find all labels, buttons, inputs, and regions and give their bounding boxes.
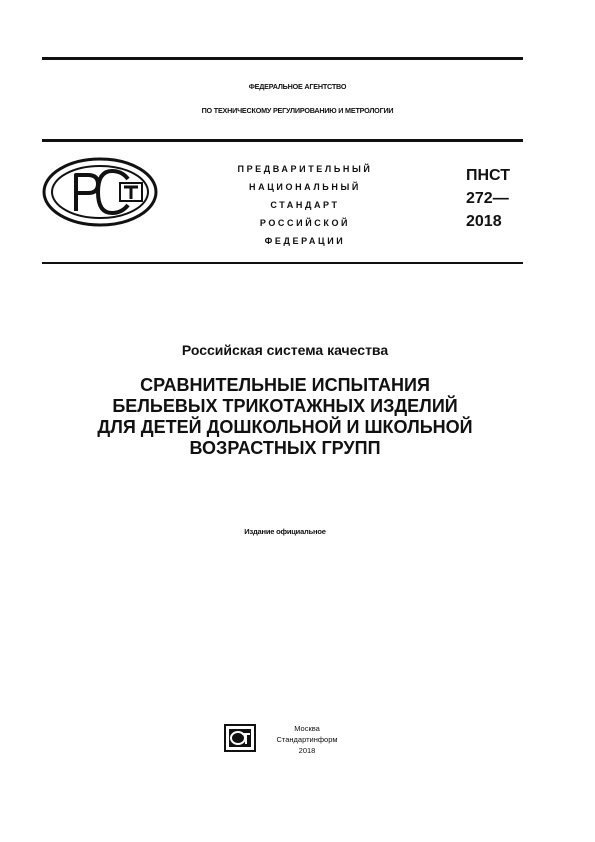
standard-number bbox=[466, 164, 510, 233]
top-rule bbox=[42, 57, 523, 60]
publisher-name: Стандартинформ bbox=[276, 735, 338, 744]
standard-type-line: РОССИЙСКОЙ bbox=[259, 218, 351, 228]
publisher-year: 2018 bbox=[298, 746, 316, 755]
title-block-rule bbox=[42, 262, 523, 264]
standard-type bbox=[205, 160, 405, 250]
standard-number-line: 272— bbox=[466, 190, 509, 207]
edition-note: Издание официальное bbox=[244, 527, 326, 536]
header-rule bbox=[42, 139, 523, 142]
standard-number-line: ПНСТ bbox=[466, 167, 510, 184]
standard-type-line: СТАНДАРТ bbox=[270, 200, 340, 210]
standard-number-line: 2018 bbox=[466, 213, 502, 230]
title-line: ВОЗРАСТНЫХ ГРУПП bbox=[189, 438, 381, 458]
title-line: БЕЛЬЕВЫХ ТРИКОТАЖНЫХ ИЗДЕЛИЙ bbox=[112, 396, 458, 416]
agency-line-2: ПО ТЕХНИЧЕСКОМУ РЕГУЛИРОВАНИЮ И МЕТРОЛОГИИ bbox=[201, 106, 394, 115]
publisher-city: Москва bbox=[294, 724, 320, 733]
publisher-info bbox=[262, 723, 352, 756]
title-line: ДЛЯ ДЕТЕЙ ДОШКОЛЬНОЙ И ШКОЛЬНОЙ bbox=[97, 417, 473, 437]
standard-type-line: ПРЕДВАРИТЕЛЬНЫЙ bbox=[237, 164, 373, 174]
title-line: СРАВНИТЕЛЬНЫЕ ИСПЫТАНИЯ bbox=[140, 375, 430, 395]
system-name: Российская система качества bbox=[181, 342, 389, 358]
standartinform-logo-icon bbox=[224, 724, 256, 752]
standard-type-line: НАЦИОНАЛЬНЫЙ bbox=[249, 182, 361, 192]
document-title bbox=[0, 375, 570, 459]
standard-type-line: ФЕДЕРАЦИИ bbox=[264, 236, 346, 246]
rst-gost-emblem-icon bbox=[42, 157, 162, 227]
agency-line-1: ФЕДЕРАЛЬНОЕ АГЕНТСТВО bbox=[248, 82, 347, 91]
